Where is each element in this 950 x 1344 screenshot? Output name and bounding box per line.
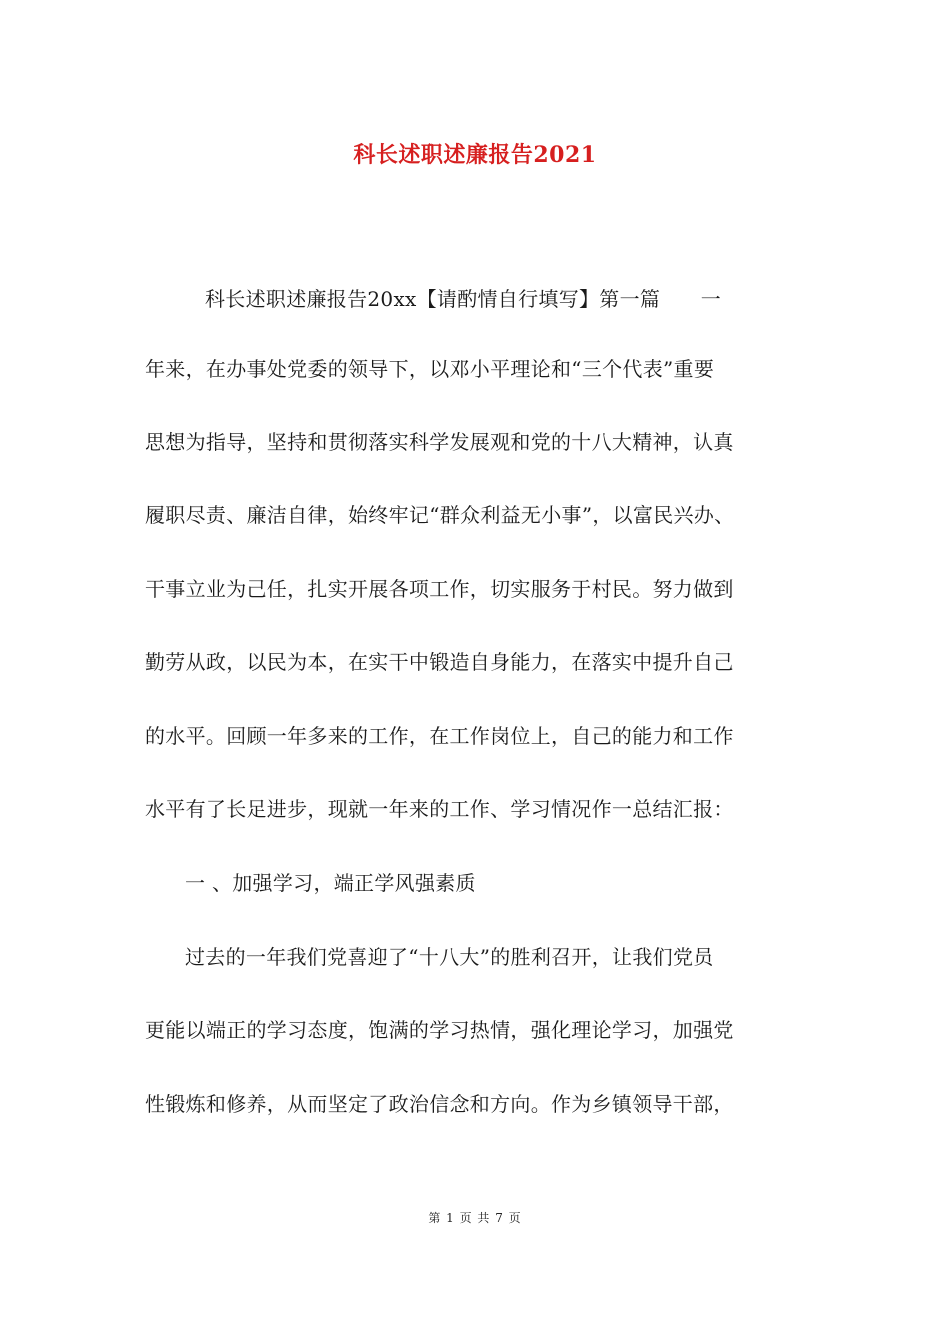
body-line-8: 水平有了长足进步，现就一年来的工作、学习情况作一总结汇报： <box>145 797 734 821</box>
section-heading-1: 一 、加强学习，端正学风强素质 <box>185 871 476 895</box>
body-line-3: 思想为指导，坚持和贯彻落实科学发展观和党的十八大精神，认真 <box>145 430 734 454</box>
body-line-2: 年来，在办事处党委的领导下，以邓小平理论和“三个代表”重要 <box>145 357 715 381</box>
body-line-1: 科长述职述廉报告20xx【请酌情自行填写】第一篇 一 <box>205 287 722 311</box>
body-line-12: 性锻炼和修养，从而坚定了政治信念和方向。作为乡镇领导干部， <box>145 1092 734 1116</box>
body-line-4: 履职尽责、廉洁自律，始终牢记“群众利益无小事”，以富民兴办、 <box>145 503 735 527</box>
document-title: 科长述职述廉报告2021 <box>353 142 597 168</box>
body-line-5: 干事立业为己任，扎实开展各项工作，切实服务于村民。努力做到 <box>145 577 734 601</box>
page-number-footer: 第 1 页 共 7 页 <box>428 1211 522 1225</box>
body-line-7: 的水平。回顾一年多来的工作，在工作岗位上，自己的能力和工作 <box>145 724 734 748</box>
body-line-6: 勤劳从政，以民为本，在实干中锻造自身能力，在落实中提升自己 <box>145 650 734 674</box>
body-line-11: 更能以端正的学习态度，饱满的学习热情，强化理论学习，加强党 <box>145 1018 734 1042</box>
body-line-10: 过去的一年我们党喜迎了“十八大”的胜利召开，让我们党员 <box>185 945 714 969</box>
